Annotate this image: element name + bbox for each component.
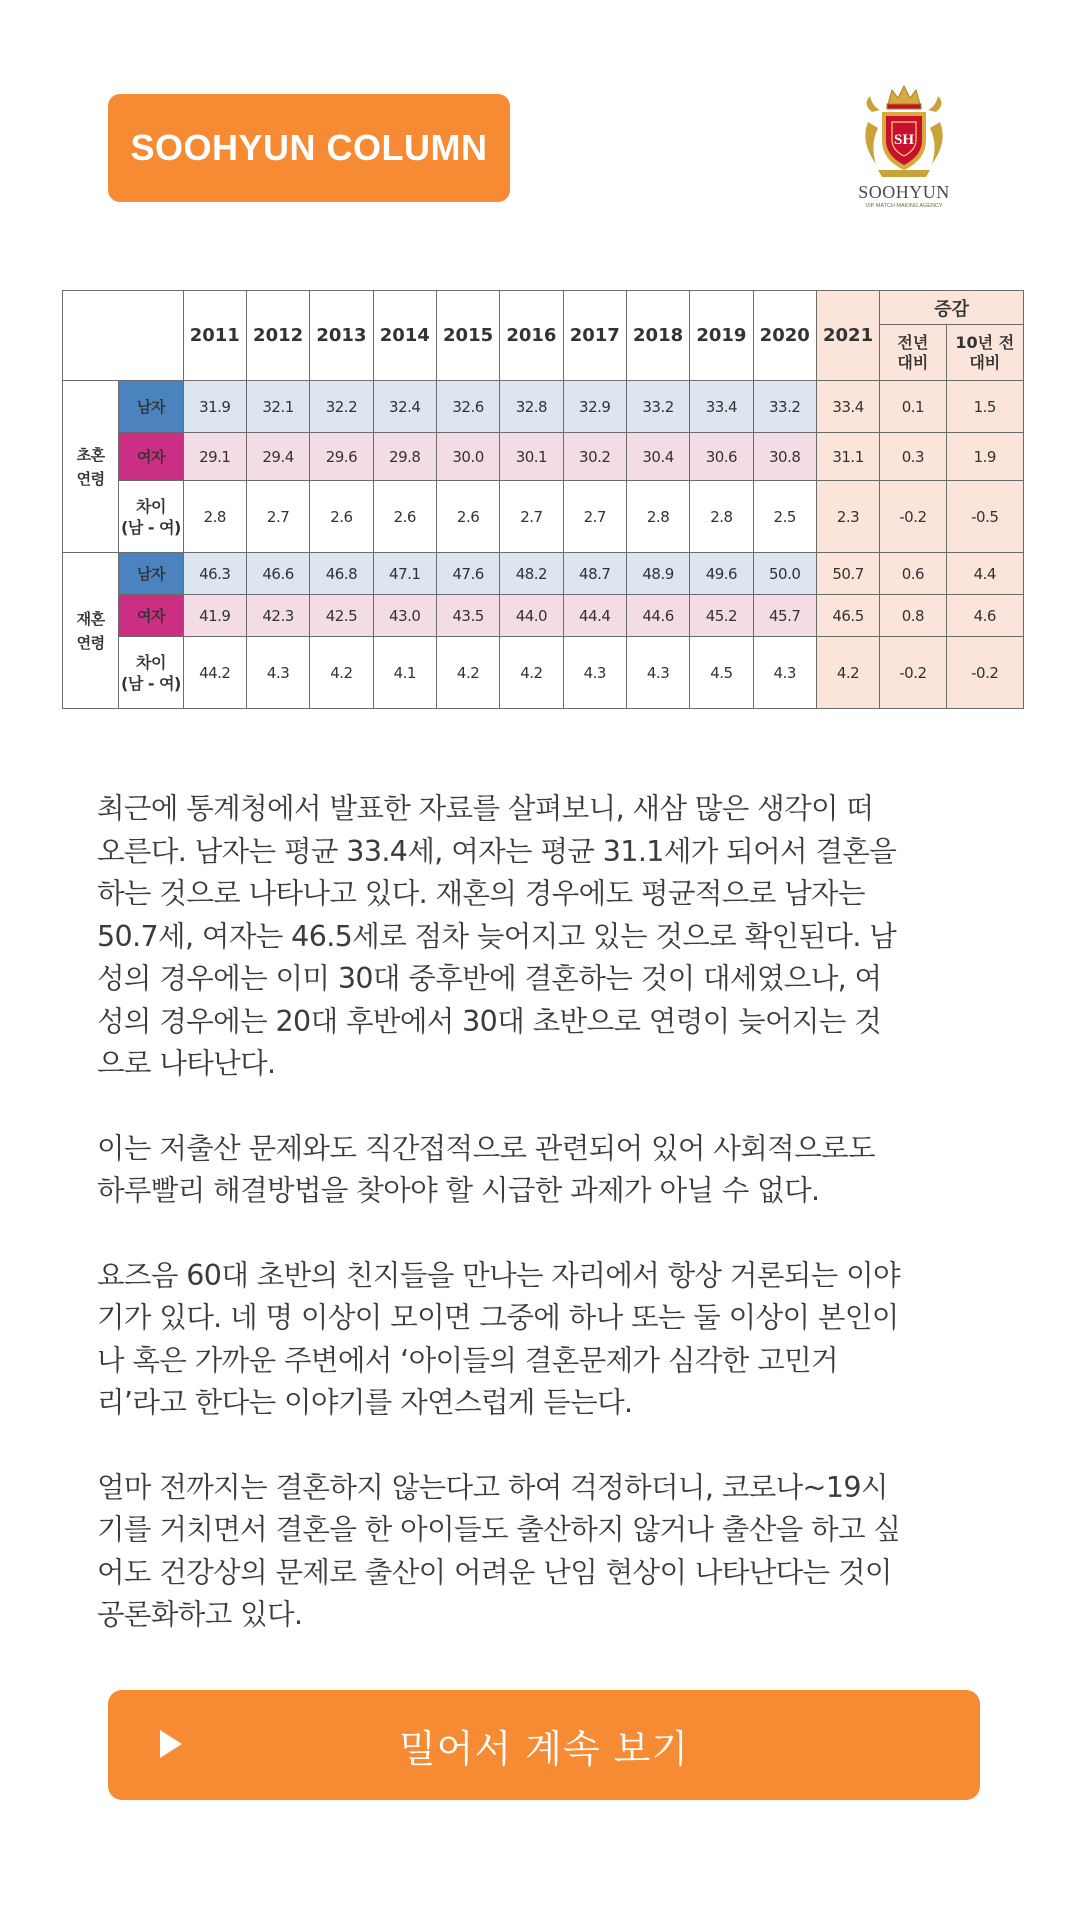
- article-paragraph: 얼마 전까지는 결혼하지 않는다고 하여 걱정하더니, 코로나~19시 기를 거치면서 결혼을 한 아이들도 출산하지 않거나 출산을 하고 싶 어도 건강상의 문제로 출산이 어려운 난임 현상이 나타난다는 것이 공론화하고 있다.: [97, 1470, 901, 1631]
- table-cell: 4.4: [946, 553, 1023, 595]
- table-cell: 32.2: [310, 381, 373, 433]
- table-cell: 33.2: [753, 381, 816, 433]
- table-cell: 46.3: [183, 553, 246, 595]
- year-header: 2019: [690, 291, 753, 381]
- row-label: 남자: [119, 553, 183, 595]
- table-cell: -0.2: [880, 637, 946, 709]
- row-label: 여자: [119, 433, 183, 481]
- table-cell: 46.6: [246, 553, 309, 595]
- table-cell: 2.5: [753, 481, 816, 553]
- table-cell: 47.6: [436, 553, 499, 595]
- table-cell: 4.1: [373, 637, 436, 709]
- row-label: 남자: [119, 381, 183, 433]
- logo-wordmark: SOOHYUN: [858, 182, 950, 202]
- table-cell: 42.3: [246, 595, 309, 637]
- table-cell: 0.3: [880, 433, 946, 481]
- table-cell: 4.6: [946, 595, 1023, 637]
- table-cell: 33.4: [816, 381, 879, 433]
- table-cell: 30.2: [563, 433, 626, 481]
- table-cell: -0.2: [946, 637, 1023, 709]
- crest-icon: [858, 82, 950, 180]
- table-cell: 48.9: [626, 553, 689, 595]
- table-cell: 42.5: [310, 595, 373, 637]
- soohyun-logo: [848, 82, 960, 212]
- table-cell: -0.5: [946, 481, 1023, 553]
- table-cell: 29.8: [373, 433, 436, 481]
- table-cell: 31.1: [816, 433, 879, 481]
- table-cell: 2.6: [436, 481, 499, 553]
- year-header: 2012: [246, 291, 309, 381]
- continue-reading-button[interactable]: [108, 1690, 980, 1800]
- group-label: 초혼 연령: [63, 381, 119, 553]
- table-cell: -0.2: [880, 481, 946, 553]
- table-cell: 2.7: [500, 481, 563, 553]
- table-cell: 29.6: [310, 433, 373, 481]
- table-row: [63, 481, 1024, 553]
- svg-text:SH: SH: [893, 132, 915, 148]
- table-cell: 32.6: [436, 381, 499, 433]
- table-cell: 32.1: [246, 381, 309, 433]
- table-cell: 44.0: [500, 595, 563, 637]
- table-row: [63, 381, 1024, 433]
- table-cell: 4.2: [816, 637, 879, 709]
- play-icon: [160, 1730, 182, 1758]
- table-cell: 2.8: [183, 481, 246, 553]
- continue-reading-label: 밀어서 계속 보기: [398, 1726, 690, 1771]
- table-cell: 4.2: [310, 637, 373, 709]
- table-cell: 2.3: [816, 481, 879, 553]
- table-cell: 0.8: [880, 595, 946, 637]
- table-cell: 32.8: [500, 381, 563, 433]
- year-header: 2017: [563, 291, 626, 381]
- table-cell: 30.8: [753, 433, 816, 481]
- table-cell: 4.3: [246, 637, 309, 709]
- table-cell: 30.0: [436, 433, 499, 481]
- year-header: 2016: [500, 291, 563, 381]
- table-cell: 30.6: [690, 433, 753, 481]
- article-paragraph: 이는 저출산 문제와도 직간접적으로 관련되어 있어 사회적으로도 하루빨리 해결방법을 찾아야 할 시급한 과제가 아닐 수 없다.: [97, 1131, 875, 1207]
- article-body: [97, 788, 997, 1679]
- table-cell: 4.2: [500, 637, 563, 709]
- table-cell: 29.4: [246, 433, 309, 481]
- table-cell: 44.2: [183, 637, 246, 709]
- table-cell: 2.7: [246, 481, 309, 553]
- table-cell: 0.6: [880, 553, 946, 595]
- table-cell: 4.5: [690, 637, 753, 709]
- table-cell: 41.9: [183, 595, 246, 637]
- table-cell: 45.2: [690, 595, 753, 637]
- table-cell: 47.1: [373, 553, 436, 595]
- table-cell: 4.3: [753, 637, 816, 709]
- table-cell: 46.5: [816, 595, 879, 637]
- year-header: 2013: [310, 291, 373, 381]
- table-cell: 32.9: [563, 381, 626, 433]
- article-paragraph: 최근에 통계청에서 발표한 자료를 살펴보니, 새삼 많은 생각이 떠 오른다. 남자는 평균 33.4세, 여자는 평균 31.1세가 되어서 결혼을 하는 것으로 나타나고 있다. 재혼의 경우에도 평균적으로 남자는 50.7세, 여자는 46.5세로 점차 늦어지고 있는 것으로 확인된다. 남 성의 경우에는 이미 30대 중후반에 결혼하는 것이 대세였으나, 여 성의 경우에는 20대 후반에서 30대 초반으로 연령이 늦어지는 것 으로 나타난다.: [97, 792, 897, 1080]
- change-header: 증감: [880, 291, 1024, 325]
- table-cell: 29.1: [183, 433, 246, 481]
- table-cell: 2.6: [310, 481, 373, 553]
- table-cell: 43.5: [436, 595, 499, 637]
- table-cell: 30.4: [626, 433, 689, 481]
- table-cell: 32.4: [373, 381, 436, 433]
- group-label: 재혼 연령: [63, 553, 119, 709]
- table-cell: 0.1: [880, 381, 946, 433]
- table-cell: 1.5: [946, 381, 1023, 433]
- row-label: 여자: [119, 595, 183, 637]
- table-cell: 45.7: [753, 595, 816, 637]
- table-cell: 1.9: [946, 433, 1023, 481]
- article-paragraph: 요즈음 60대 초반의 친지들을 만나는 자리에서 항상 거론되는 이야 기가 있다. 네 명 이상이 모이면 그중에 하나 또는 둘 이상이 본인이 나 혹은 가까운 주변에서 ‘아이들의 결혼문제가 심각한 고민거 리’라고 한다는 이야기를 자연스럽게 듣는다.: [97, 1258, 900, 1419]
- table-cell: 48.2: [500, 553, 563, 595]
- logo-tagline: VIP MATCH MAKING AGENCY: [865, 203, 943, 209]
- table-cell: 4.2: [436, 637, 499, 709]
- table-cell: 31.9: [183, 381, 246, 433]
- table-cell: 4.3: [626, 637, 689, 709]
- table-cell: 2.6: [373, 481, 436, 553]
- table-row: [63, 433, 1024, 481]
- year-header: 2020: [753, 291, 816, 381]
- change-col-header: 10년 전 대비: [946, 325, 1023, 381]
- table-cell: 48.7: [563, 553, 626, 595]
- year-header: 2015: [436, 291, 499, 381]
- year-header: 2011: [183, 291, 246, 381]
- table-row: [63, 595, 1024, 637]
- year-header: 2014: [373, 291, 436, 381]
- table-cell: 2.8: [690, 481, 753, 553]
- table-cell: 33.2: [626, 381, 689, 433]
- table-cell: 49.6: [690, 553, 753, 595]
- table-cell: 50.7: [816, 553, 879, 595]
- year-header: 2021: [816, 291, 879, 381]
- table-row: [63, 637, 1024, 709]
- row-label: 차이 (남 - 여): [119, 481, 183, 553]
- table-cell: 44.6: [626, 595, 689, 637]
- marriage-age-table: [62, 290, 1024, 709]
- table-row: [63, 553, 1024, 595]
- table-cell: 2.7: [563, 481, 626, 553]
- row-label: 차이 (남 - 여): [119, 637, 183, 709]
- table-cell: 33.4: [690, 381, 753, 433]
- table-cell: 2.8: [626, 481, 689, 553]
- table-cell: 4.3: [563, 637, 626, 709]
- table-cell: 50.0: [753, 553, 816, 595]
- table-cell: 43.0: [373, 595, 436, 637]
- table-corner: [63, 291, 184, 381]
- column-badge: SOOHYUN COLUMN: [108, 94, 510, 202]
- year-header: 2018: [626, 291, 689, 381]
- table-cell: 46.8: [310, 553, 373, 595]
- table-cell: 44.4: [563, 595, 626, 637]
- change-col-header: 전년 대비: [880, 325, 946, 381]
- table-cell: 30.1: [500, 433, 563, 481]
